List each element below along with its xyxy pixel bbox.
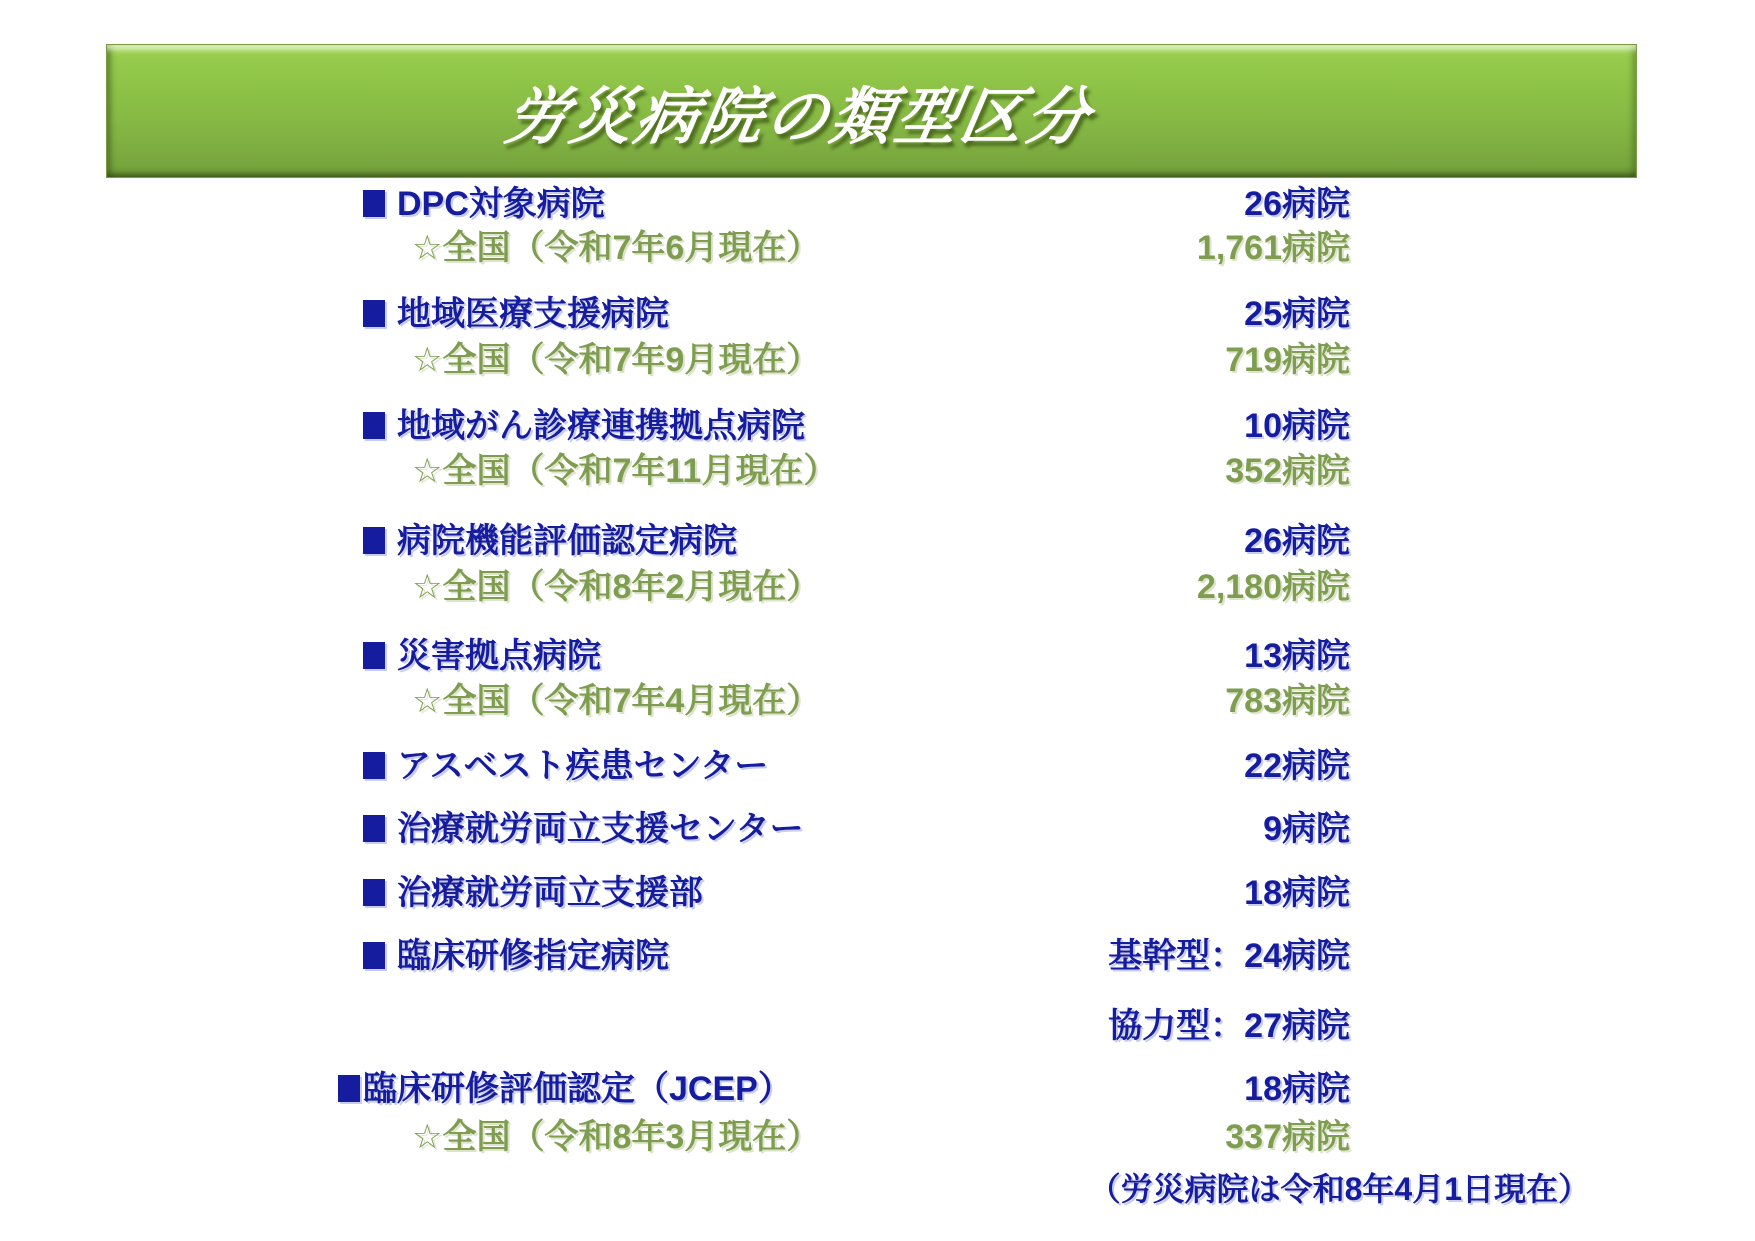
square-bullet-icon xyxy=(363,752,385,779)
item-count: 26病院 xyxy=(1244,522,1350,560)
list-subitem xyxy=(412,569,1350,606)
list-subitem xyxy=(412,230,1350,267)
item-count: 18病院 xyxy=(1244,874,1350,912)
item-count: 9病院 xyxy=(1263,810,1350,848)
national-count: 719病院 xyxy=(1225,341,1350,379)
national-label: ☆全国（令和7年4月現在） xyxy=(412,682,821,720)
item-label: アスベスト疾患センター xyxy=(397,747,769,785)
list-item xyxy=(363,296,1350,333)
list-item xyxy=(363,811,1350,848)
page-title: 労災病院の類型区分 xyxy=(499,82,1098,152)
list-item-continued xyxy=(363,1008,1350,1045)
list-item xyxy=(363,186,1350,223)
item-count: 10病院 xyxy=(1244,407,1350,445)
item-count: 22病院 xyxy=(1244,747,1350,785)
list-item xyxy=(363,938,1350,975)
list-subitem xyxy=(412,342,1350,379)
item-count: 18病院 xyxy=(1244,1070,1350,1108)
square-bullet-icon xyxy=(363,879,385,906)
title-banner xyxy=(106,44,1637,178)
list-subitem xyxy=(412,1119,1350,1156)
item-label: 地域がん診療連携拠点病院 xyxy=(397,407,805,445)
item-count: 13病院 xyxy=(1244,637,1350,675)
square-bullet-icon xyxy=(363,300,385,327)
national-label: ☆全国（令和7年11月現在） xyxy=(412,452,838,490)
item-label: 治療就労両立支援センター xyxy=(397,810,804,848)
square-bullet-icon xyxy=(363,942,385,969)
list-item xyxy=(363,748,1350,785)
square-bullet-icon xyxy=(363,412,385,439)
item-label: 災害拠点病院 xyxy=(397,637,601,675)
national-count: 2,180病院 xyxy=(1196,568,1350,606)
square-bullet-icon xyxy=(363,642,385,669)
list-item xyxy=(363,408,1350,445)
square-bullet-icon xyxy=(363,190,385,217)
item-label: 病院機能評価認定病院 xyxy=(397,522,737,560)
item-label: 臨床研修評価認定（JCEP） xyxy=(363,1070,792,1108)
square-bullet-icon xyxy=(338,1075,360,1102)
item-label: 臨床研修指定病院 xyxy=(397,937,669,975)
item-label: 地域医療支援病院 xyxy=(397,295,669,333)
national-count: 783病院 xyxy=(1225,682,1350,720)
national-label: ☆全国（令和8年3月現在） xyxy=(412,1118,821,1156)
national-count: 352病院 xyxy=(1225,452,1350,490)
list-item xyxy=(338,1071,1350,1108)
item-count: 25病院 xyxy=(1244,295,1350,333)
square-bullet-icon xyxy=(363,527,385,554)
list-item xyxy=(363,875,1350,912)
list-item xyxy=(363,638,1350,675)
list-subitem xyxy=(412,453,1350,490)
square-bullet-icon xyxy=(363,815,385,842)
footnote: （労災病院は令和8年4月1日現在） xyxy=(1088,1171,1590,1207)
item-label: DPC対象病院 xyxy=(397,185,605,223)
list-subitem xyxy=(412,683,1350,720)
item-count: 26病院 xyxy=(1244,185,1350,223)
national-label: ☆全国（令和8年2月現在） xyxy=(412,568,821,606)
item-count: 基幹型：24病院 xyxy=(1108,937,1350,975)
national-label: ☆全国（令和7年6月現在） xyxy=(412,229,821,267)
list-item xyxy=(363,523,1350,560)
national-count: 1,761病院 xyxy=(1196,229,1350,267)
national-count: 337病院 xyxy=(1225,1118,1350,1156)
item-label: 治療就労両立支援部 xyxy=(397,874,703,912)
item-count: 協力型：27病院 xyxy=(1108,1007,1350,1045)
national-label: ☆全国（令和7年9月現在） xyxy=(412,341,821,379)
